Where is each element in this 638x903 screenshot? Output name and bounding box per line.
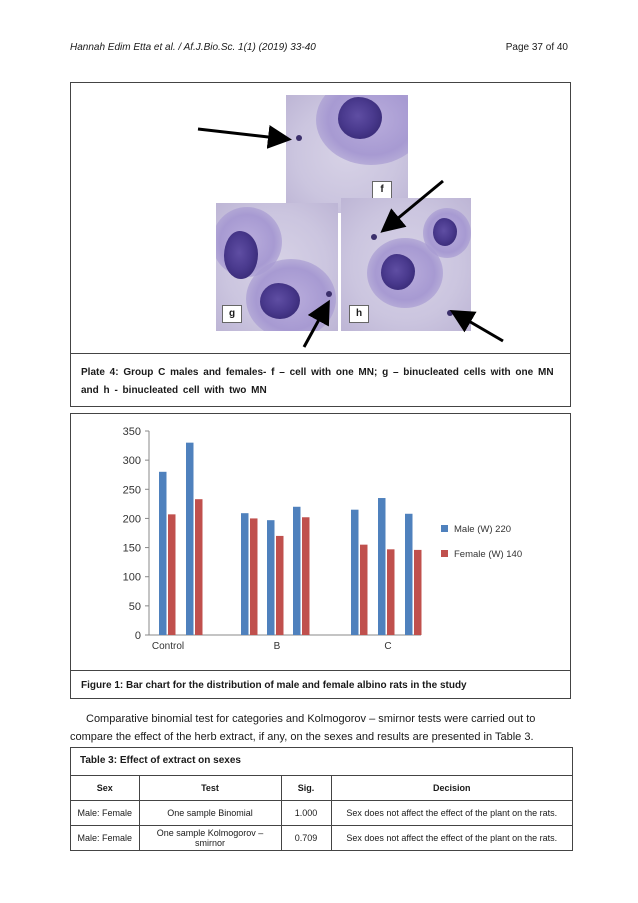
bar-female (387, 549, 395, 635)
bar-female (276, 536, 284, 635)
cell-decision: Sex does not affect the effect of the plant on the rats. (331, 801, 572, 826)
figure-caption-box (71, 670, 570, 698)
y-tick-label: 150 (122, 542, 141, 555)
table-title: Table 3: Effect of extract on sexes (71, 748, 572, 776)
plate-caption-box (71, 353, 570, 406)
panel-label-f: f (372, 181, 392, 199)
y-tick-label: 300 (122, 455, 141, 468)
plate-figure (70, 82, 571, 407)
cell-sig: 0.709 (281, 826, 331, 851)
plate-arrows (71, 83, 570, 353)
bar-female (360, 545, 368, 635)
cell-decision: Sex does not affect the effect of the plant on the rats. (331, 826, 572, 851)
panel-label-h: h (349, 305, 369, 323)
arrow-f (198, 129, 286, 139)
cell-sex: Male: Female (71, 801, 139, 826)
bar-female (302, 517, 310, 635)
bar-male (378, 498, 386, 635)
y-tick-label: 350 (122, 426, 141, 438)
y-tick-label: 0 (134, 630, 141, 642)
bar-chart (71, 414, 570, 670)
header-sex: Sex (71, 776, 139, 801)
page-number: Page 37 of 40 (505, 42, 568, 53)
results-table (71, 776, 572, 850)
legend-label: Female (W) 140 (454, 549, 523, 560)
bar-male (241, 513, 249, 635)
cell-test: One sample Binomial (139, 801, 281, 826)
x-category-label: B (273, 641, 281, 652)
bar-male (405, 514, 413, 635)
cell-sig: 1.000 (281, 801, 331, 826)
plate-caption: Plate 4: Group C males and females- f – cell with one MN; g – binucleated cells with one MN and h - binucleated cell with two MN (81, 367, 554, 396)
bar-male (293, 507, 301, 635)
bar-female (195, 499, 203, 635)
legend-label: Male (W) 220 (454, 524, 512, 535)
table-row (71, 801, 572, 826)
cell-sex: Male: Female (77, 833, 133, 843)
header-decision: Decision (331, 776, 572, 801)
bar-female (168, 514, 176, 635)
bar-female (414, 550, 422, 635)
x-category-label: C (384, 641, 392, 652)
bar-female (250, 518, 258, 635)
bar-male (351, 510, 359, 635)
y-tick-label: 200 (122, 513, 141, 526)
header-sig: Sig. (281, 776, 331, 801)
arrow-h-lower (455, 313, 503, 341)
running-header-citation: Hannah Edim Etta et al. / Af.J.Bio.Sc. 1(1) (2019) 33-40 (70, 42, 316, 53)
panel-label-g: g (222, 305, 242, 323)
figure-caption: Figure 1: Bar chart for the distribution of male and female albino rats in the study (81, 680, 467, 691)
bar-male (159, 472, 167, 635)
arrow-g (304, 305, 327, 347)
figure-1 (70, 413, 571, 699)
cell-test: One sample Kolmogorov – smirnor (139, 826, 281, 851)
table-header-row (71, 776, 572, 801)
table-row (71, 826, 572, 851)
table-3 (70, 747, 573, 851)
y-tick-label: 50 (128, 600, 141, 613)
x-category-label: Control (151, 641, 185, 652)
y-tick-label: 100 (122, 571, 141, 584)
header-test: Test (139, 776, 281, 801)
legend-swatch (441, 550, 448, 557)
bar-male (267, 520, 275, 635)
legend-swatch (441, 525, 448, 532)
y-tick-label: 250 (122, 484, 141, 497)
body-paragraph: Comparative binomial test for categories and Kolmogorov – smirnor tests were carried out to compare the effect of the herb extract, if any, on the sexes and results are presented in Table 3. (70, 713, 536, 743)
arrow-h-upper (385, 181, 443, 229)
bar-male (186, 443, 194, 635)
